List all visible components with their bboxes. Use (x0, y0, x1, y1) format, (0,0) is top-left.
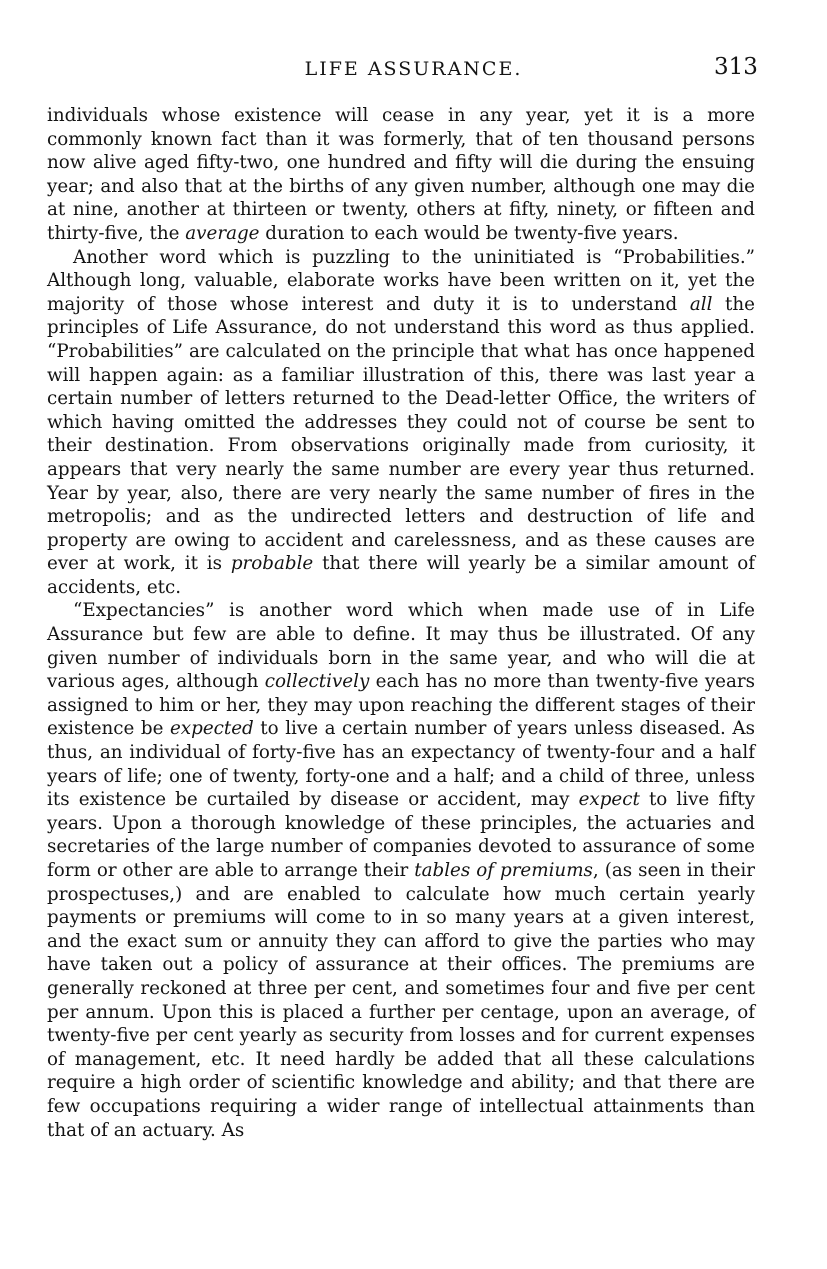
text-run: Another word which is puzzling to the uninitiated is “Probabilities.” Although long, valuable, elaborate works have been written on it, yet the majority of those whose interest and duty it is to understand (47, 246, 755, 315)
text-run: to live a certain number of years unless diseased. As thus, an individual of forty-five has an expectancy of twenty-four and a half years of life; one of twenty, forty-one and a half; and a child of three, unless its existence be curtailed by disease or accident, may (47, 718, 756, 811)
italic-run: expect (578, 789, 640, 811)
italic-run: probable (230, 553, 314, 575)
running-title: LIFE ASSURANCE. (304, 58, 523, 80)
text-run: “Expectancies” is another word which when made use of in Life Assurance but few are able to define. It may thus be illustrated. Of any given number of individuals born in the same year, and who will die at various ages, although (47, 600, 755, 693)
text-run: individuals whose existence will cease in any year, yet it is a more commonly known fact than it was formerly, that of ten thousand persons now alive aged fifty-two, one hundred and fifty will die during the ensuing year; and also that at the births of any given number, although one may die at nine, another at thirteen or twenty, others at fifty, ninety, or fifteen and thirty-five, the (47, 105, 755, 244)
italic-run: expected (169, 718, 254, 740)
text-run: each has no more than twenty-five years assigned to him or her, they may upon reaching the different stages of their existence be (47, 671, 755, 740)
body-text (47, 104, 755, 1142)
text-run: the principles of Life Assurance, do not understand this word as thus applied. “Probabilities” are calculated on the principle that what has once happened will happen again: as a familiar illustration of this, there was last year a certain number of letters returned to the Dead-letter Office, the writers of which having omitted the addresses they could not of course be sent to their destination. From observations originally made from curiosity, it appears that very nearly the same number are every year thus returned. Year by year, also, there are very nearly the same number of fires in the metropolis; and as the undirected letters and destruction of life and property are owing to accident and carelessness, and as these causes are ever at work, it is (47, 293, 755, 575)
italic-run: all (689, 293, 713, 315)
paragraph (47, 599, 755, 1142)
text-run: to live fifty years. Upon a thorough knowledge of these principles, the actuaries and secretaries of the large number of companies devoted to assurance of some form or other are able to arrange their (47, 789, 756, 881)
page-number: 313 (714, 54, 758, 80)
italic-run: tables of premiums (414, 860, 593, 881)
italic-run: average (185, 222, 260, 244)
text-run: that there will yearly be a similar amount of accidents, etc. (47, 553, 755, 598)
text-run: , (as seen in their prospectuses,) and are enabled to calculate how much certain yearly payments or premiums will come to in so many years at a given interest, and the exact sum or annuity they can afford to give the parties who may have taken out a policy of assurance at their offices. The premiums are generally reckoned at three per cent, and sometimes four and five per cent per annum. Upon this is placed a further per centage, upon an average, of twenty-five per cent yearly as security from losses and for current expenses of management, etc. It need hardly be added that all these calculations require a high order of scientific knowledge and ability; and that there are few occupations requiring a wider range of intellectual attainments than that of an actuary. As (47, 860, 755, 1141)
italic-run: collectively (264, 671, 370, 693)
paragraph (47, 246, 755, 600)
text-run: duration to each would be twenty-five years. (259, 222, 679, 244)
paragraph (47, 104, 755, 246)
